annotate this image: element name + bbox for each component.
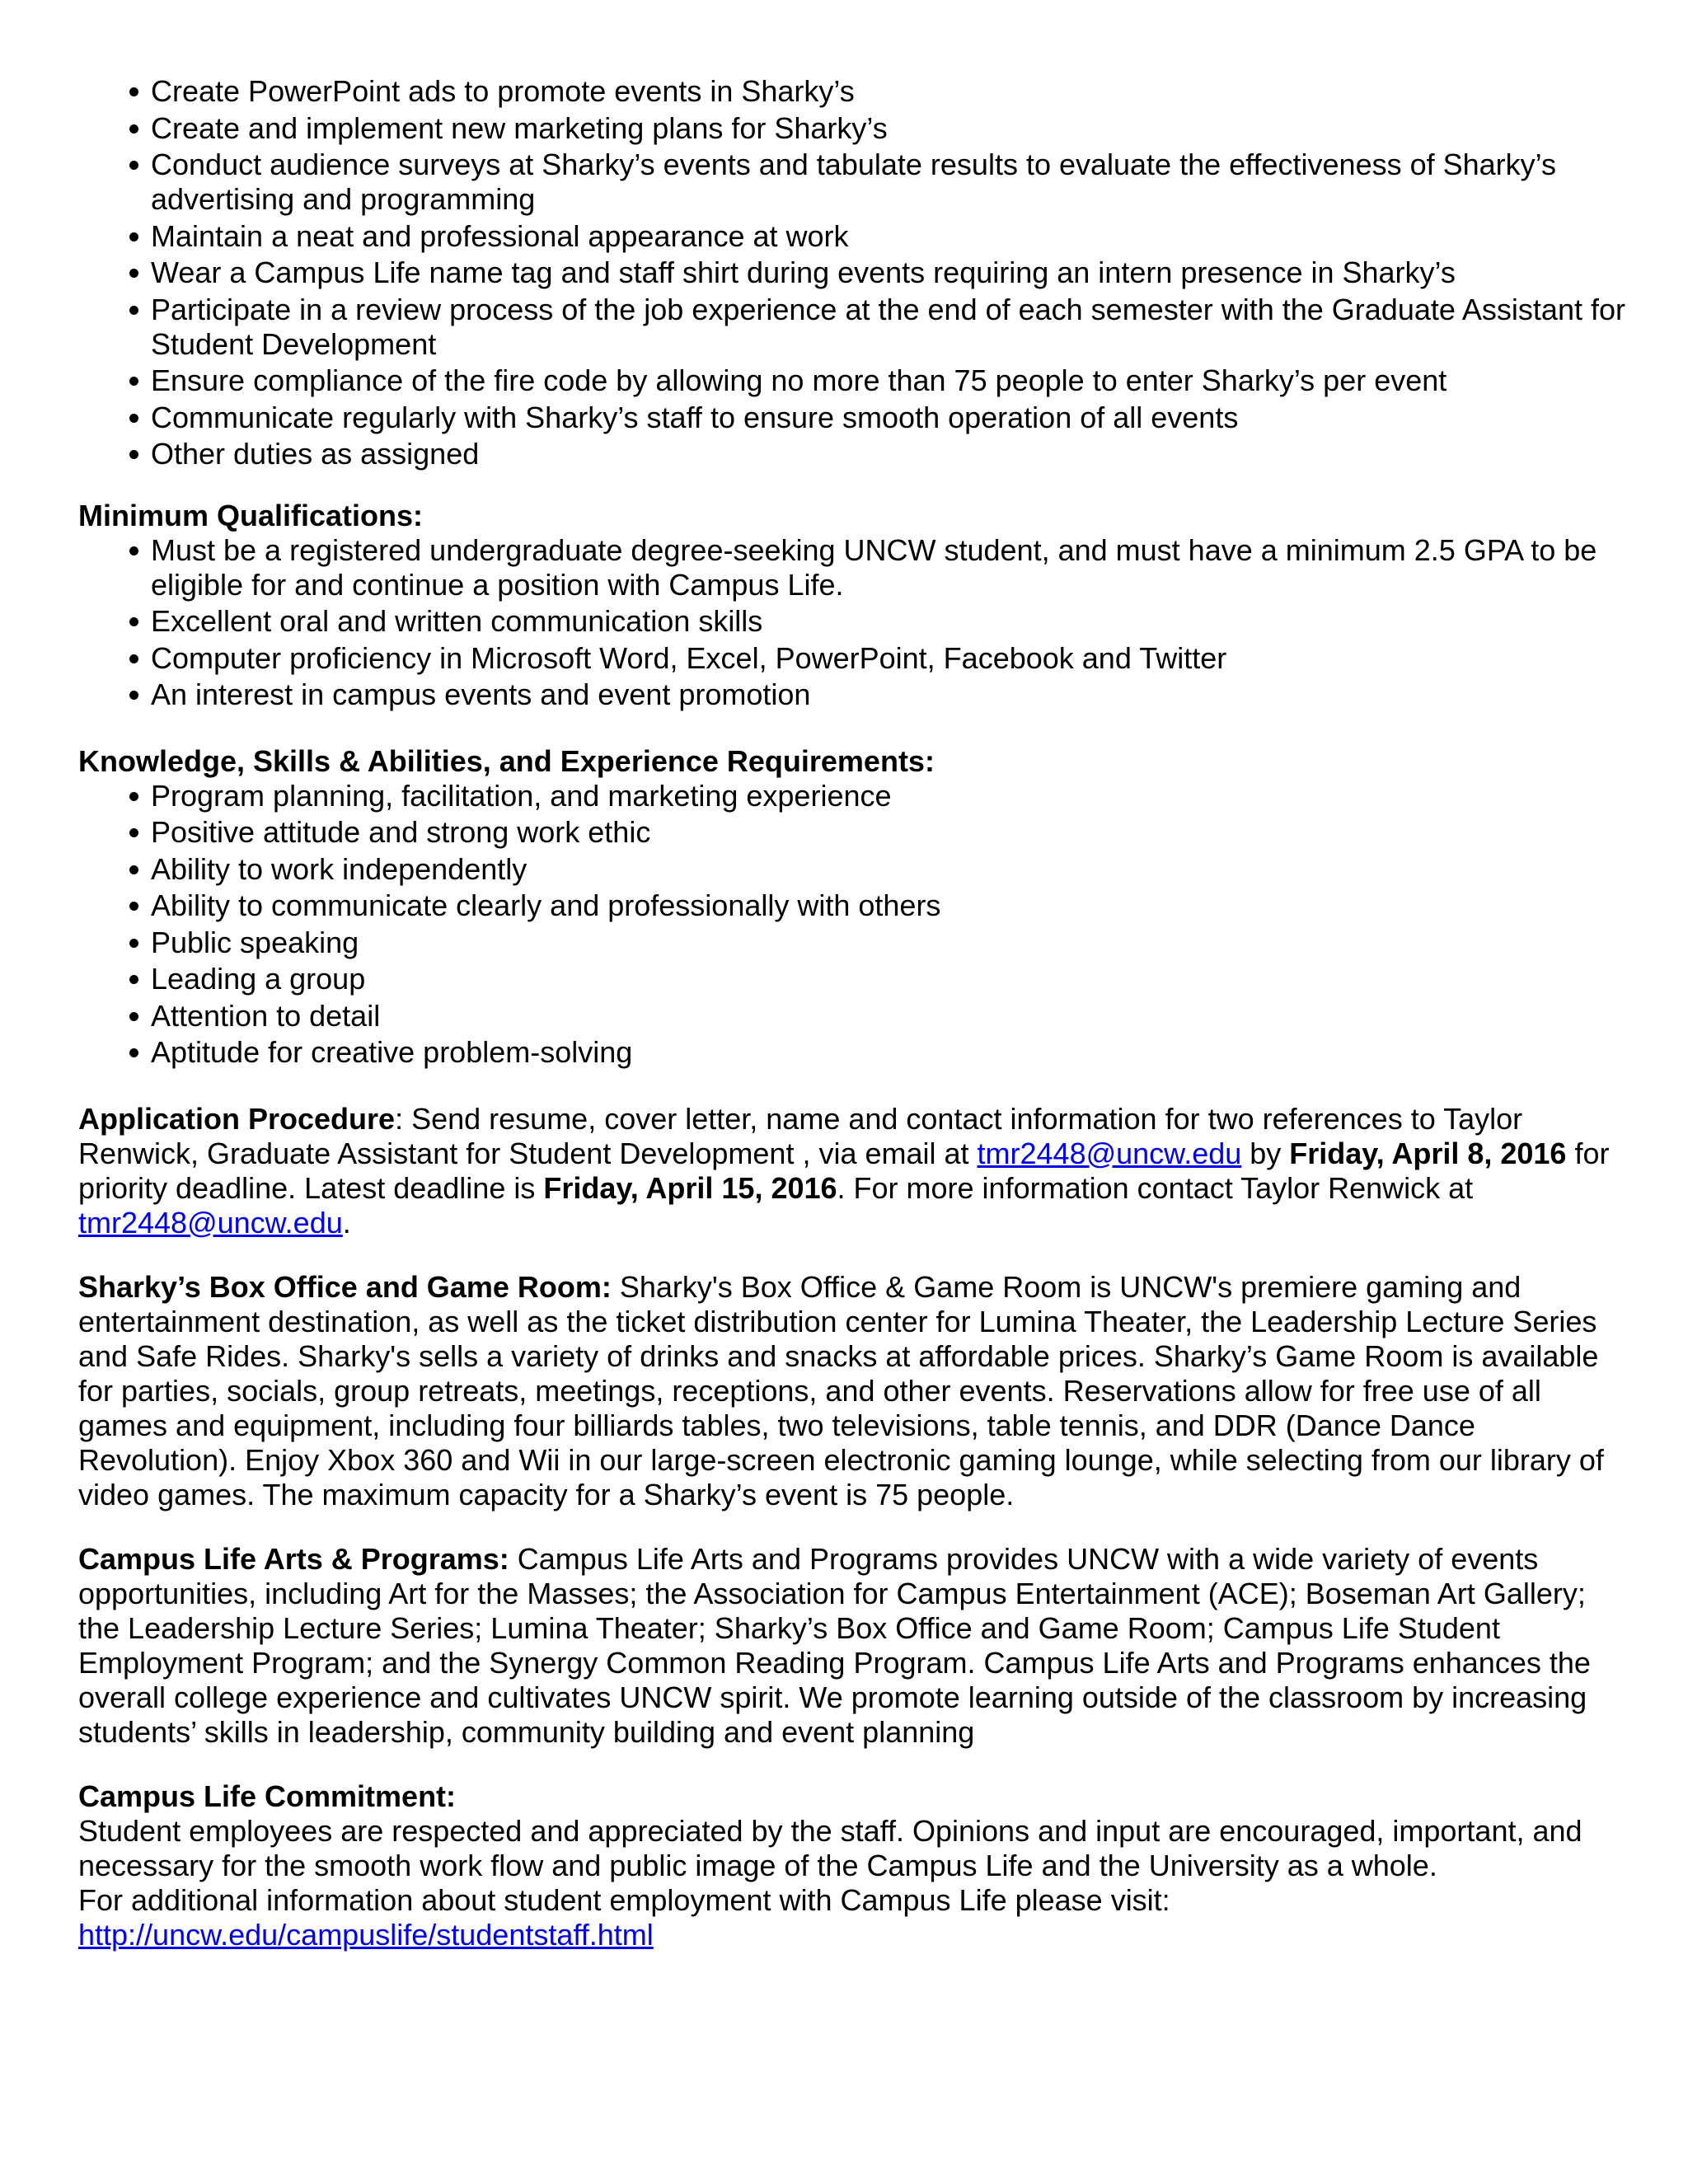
bullet-icon <box>129 306 138 315</box>
list-item <box>78 888 1628 923</box>
bullet-icon <box>129 87 138 96</box>
duty-text: Create and implement new marketing plans for Sharky’s <box>151 110 888 145</box>
bullet-icon <box>129 865 138 874</box>
bullet-icon <box>129 450 138 459</box>
duty-text: Other duties as assigned <box>151 437 480 471</box>
qualification-text: Must be a registered undergraduate degree-seeking UNCW student, and must have a minimum 2.5 GPA to be eligible for and continue a position with Campus Life. <box>151 532 1597 602</box>
priority-deadline: Friday, April 8, 2016 <box>1289 1136 1567 1170</box>
duty-text: Communicate regularly with Sharky’s staff to ensure smooth operation of all events <box>151 400 1239 434</box>
duty-text: Ensure compliance of the fire code by allowing no more than 75 people to enter Sharky’s per event <box>151 363 1447 397</box>
list-item <box>78 363 1628 398</box>
sharkys-text: Sharky's Box Office & Game Room is UNCW's premiere gaming and entertainment destination, as well as the ticket distribution center for Lumina Theater, the Leadership Lecture Series and Safe Rides. Sharky's sells a variety of drinks and snacks at affordable prices. Sharky’s Game Room is available for parties, socials, group retreats, meetings, receptions, and other events. Reservations allow for free use of all games and equipment, including four billiards tables, two televisions, table tennis, and DDR (Dance Dance Revolution). Enjoy Xbox 360 and Wii in our large-screen electronic gaming lounge, while selecting from our library of video games. The maximum capacity for a Sharky’s event is 75 people. <box>78 1269 1604 1511</box>
duty-text: Conduct audience surveys at Sharky’s events and tabulate results to evaluate the effectiveness of Sharky’s advertising and programming <box>151 148 1557 216</box>
bullet-icon <box>129 617 138 626</box>
sharkys-paragraph <box>78 1270 1628 1512</box>
arts-paragraph <box>78 1542 1628 1750</box>
bullet-icon <box>129 414 138 423</box>
ksa-text: Positive attitude and strong work ethic <box>151 815 651 849</box>
ksa-text: Public speaking <box>151 925 359 959</box>
list-item <box>78 604 1628 639</box>
student-staff-link[interactable]: http://uncw.edu/campuslife/studentstaff.html <box>78 1917 654 1952</box>
list-item <box>78 74 1628 109</box>
bullet-icon <box>129 792 138 801</box>
list-item <box>78 852 1628 887</box>
list-item <box>78 641 1628 676</box>
min-qualifications-heading: Minimum Qualifications: <box>78 498 424 532</box>
ksa-text: Ability to work independently <box>151 851 528 886</box>
list-item <box>78 1035 1628 1070</box>
ksa-text: Attention to detail <box>151 998 381 1033</box>
list-item <box>78 219 1628 254</box>
ksa-text: Leading a group <box>151 962 366 996</box>
bullet-icon <box>129 691 138 700</box>
list-item <box>78 815 1628 850</box>
arts-heading: Campus Life Arts & Programs: <box>78 1541 509 1576</box>
document-page <box>78 74 1628 1952</box>
list-item <box>78 533 1628 602</box>
list-item <box>78 148 1628 217</box>
ksa-list <box>78 779 1628 1071</box>
ksa-text: Program planning, facilitation, and marketing experience <box>151 778 892 813</box>
list-item <box>78 779 1628 813</box>
list-item <box>78 437 1628 471</box>
commitment-heading: Campus Life Commitment: <box>78 1779 457 1813</box>
qualification-text: Excellent oral and written communication skills <box>151 604 763 638</box>
bullet-icon <box>129 269 138 278</box>
email-link-contact[interactable]: tmr2448@uncw.edu <box>78 1205 343 1240</box>
bullet-icon <box>129 1012 138 1021</box>
duty-text: Create PowerPoint ads to promote events in Sharky’s <box>151 74 855 108</box>
bullet-icon <box>129 902 138 911</box>
list-item <box>78 926 1628 960</box>
application-procedure-paragraph <box>78 1102 1628 1240</box>
application-procedure-heading: Application Procedure <box>78 1101 396 1136</box>
bullet-icon <box>129 124 138 134</box>
bullet-icon <box>129 1048 138 1057</box>
latest-deadline: Friday, April 15, 2016 <box>543 1170 837 1205</box>
duties-list <box>78 74 1628 471</box>
bullet-icon <box>129 828 138 837</box>
application-text: . For more information contact Taylor Renwick at <box>837 1170 1474 1205</box>
commitment-visit-text: For additional information about student employment with Campus Life please visit: <box>78 1882 1170 1917</box>
qualification-text: Computer proficiency in Microsoft Word, Excel, PowerPoint, Facebook and Twitter <box>151 640 1227 675</box>
list-item <box>78 962 1628 996</box>
bullet-icon <box>129 939 138 948</box>
bullet-icon <box>129 232 138 241</box>
bullet-icon <box>129 654 138 663</box>
application-text: for priority deadline. Latest deadline is <box>78 1136 1610 1205</box>
list-item <box>78 255 1628 290</box>
bullet-icon <box>129 975 138 984</box>
email-link[interactable]: tmr2448@uncw.edu <box>977 1136 1242 1170</box>
ksa-heading: Knowledge, Skills & Abilities, and Experience Requirements: <box>78 743 935 778</box>
sharkys-heading: Sharky’s Box Office and Game Room: <box>78 1269 612 1304</box>
list-item <box>78 111 1628 146</box>
bullet-icon <box>129 377 138 386</box>
list-item <box>78 401 1628 435</box>
ksa-text: Aptitude for creative problem-solving <box>151 1035 633 1069</box>
duty-text: Participate in a review process of the job experience at the end of each semester with the Graduate Assistant for Student Development <box>151 292 1625 361</box>
min-qualifications-list <box>78 533 1628 713</box>
list-item <box>78 677 1628 712</box>
application-text: by <box>1241 1136 1290 1170</box>
bullet-icon <box>129 161 138 170</box>
application-text: : Send resume, cover letter, name and contact information for two references to Taylor Renwick, Graduate Assistant for Student Development , via email at <box>78 1101 1523 1170</box>
duty-text: Wear a Campus Life name tag and staff shirt during events requiring an intern presence in Sharky’s <box>151 255 1456 289</box>
qualification-text: An interest in campus events and event promotion <box>151 677 811 711</box>
application-text: . <box>342 1205 351 1240</box>
list-item <box>78 293 1628 362</box>
commitment-text: Student employees are respected and appreciated by the staff. Opinions and input are encouraged, important, and necessary for the smooth work flow and public image of the Campus Life and the University as a whole. <box>78 1813 1582 1882</box>
arts-text: Campus Life Arts and Programs provides UNCW with a wide variety of events opportunities, including Art for the Masses; the Association for Campus Entertainment (ACE); Boseman Art Gallery; the Leadership Lecture Series; Lumina Theater; Sharky’s Box Office and Game Room; Campus Life Student Employment Program; and the Synergy Common Reading Program. Campus Life Arts and Programs enhances the overall college experience and cultivates UNCW spirit. We promote learning outside of the classroom by increasing students’ skills in leadership, community building and event planning <box>78 1541 1591 1749</box>
duty-text: Maintain a neat and professional appearance at work <box>151 218 849 253</box>
list-item <box>78 999 1628 1033</box>
commitment-url-line <box>78 1918 1628 1952</box>
bullet-icon <box>129 546 138 555</box>
ksa-text: Ability to communicate clearly and professionally with others <box>151 888 941 922</box>
